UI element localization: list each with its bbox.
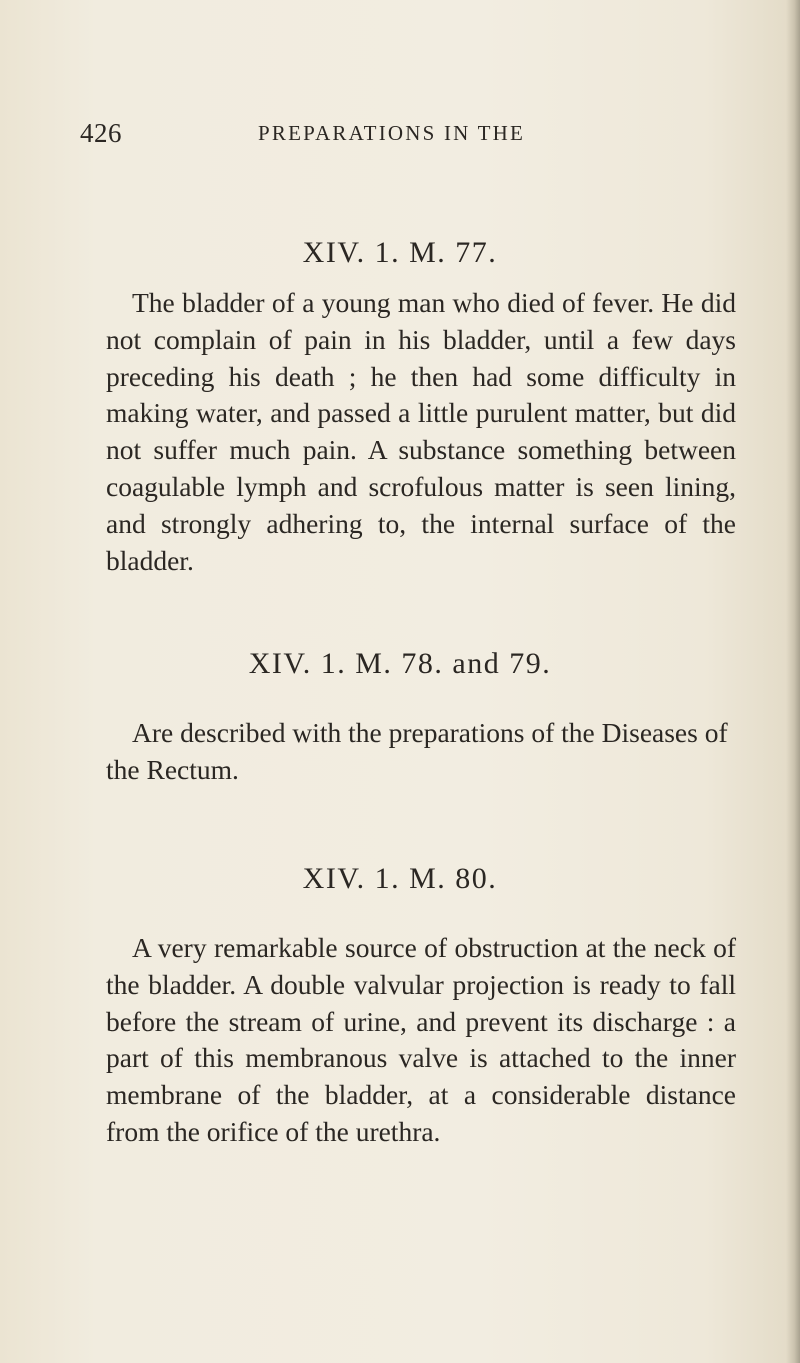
section-heading-3: XIV. 1. M. 80. [302, 862, 498, 895]
section-body-2: Are described with the preparations of the Diseases of the Rectum. [106, 717, 728, 785]
page-number: 426 [80, 118, 122, 148]
section-heading-2: XIV. 1. M. 78. and 79. [248, 647, 552, 680]
page-edge-shadow [786, 0, 800, 1363]
running-head: PREPARATIONS IN THE [258, 121, 526, 145]
section-body-1: The bladder of a young man who died of fever. He did not complain of pain in his bladder, until a few days preceding his death ; he then had some difficulty in making water, and passed a little purulent matter, but did not suffer much pain. A substance something between coagulable lymph and scrofulous matter is seen lining, and strongly adhering to, the internal surface of the bladder. [106, 287, 736, 576]
section-heading-1: XIV. 1. M. 77. [302, 236, 498, 269]
section-body-3: A very remarkable source of obstruction at the neck of the bladder. A double valvular projection is ready to fall before the stream of urine, and prevent its discharge : a part of this membranous valve is attached to the inner membrane of the bladder, at a considerable distance from the orifice of the urethra. [106, 932, 736, 1147]
